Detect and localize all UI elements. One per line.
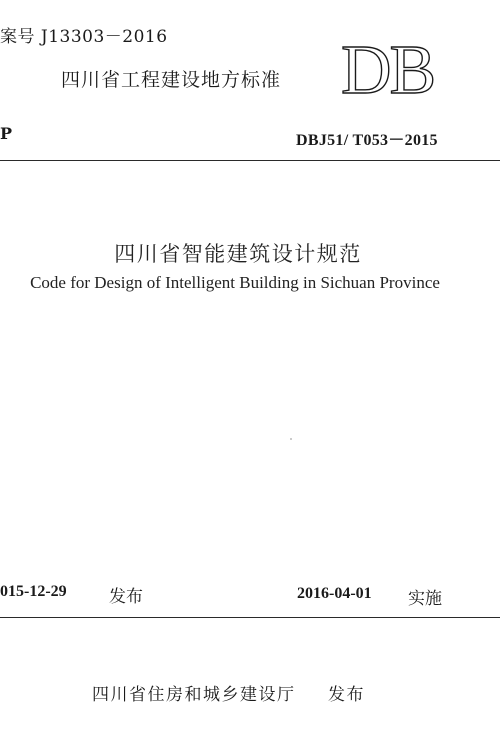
standard-category: 四川省工程建设地方标准 <box>61 69 282 91</box>
bottom-divider <box>0 617 500 618</box>
title-chinese: 四川省智能建筑设计规范 <box>114 242 362 266</box>
issuer: 四川省住房和城乡建设厅 <box>92 685 296 705</box>
top-divider <box>0 160 500 161</box>
record-number: 案号 J13303－2016 <box>0 27 168 47</box>
issue-label: 发布 <box>109 587 143 607</box>
standard-number: DBJ51/ T053－2015 <box>296 132 438 149</box>
db-logo-text: DB <box>341 40 435 98</box>
paper-speck <box>290 438 292 440</box>
issue-date: 015-12-29 <box>0 583 67 600</box>
issuer-action: 发布 <box>328 685 365 705</box>
implementation-label: 实施 <box>408 589 442 609</box>
left-partial-mark: P <box>0 124 13 143</box>
title-english: Code for Design of Intelligent Building in Sichuan Province <box>30 273 440 292</box>
db-logo <box>337 40 467 98</box>
implementation-date: 2016-04-01 <box>297 585 372 602</box>
